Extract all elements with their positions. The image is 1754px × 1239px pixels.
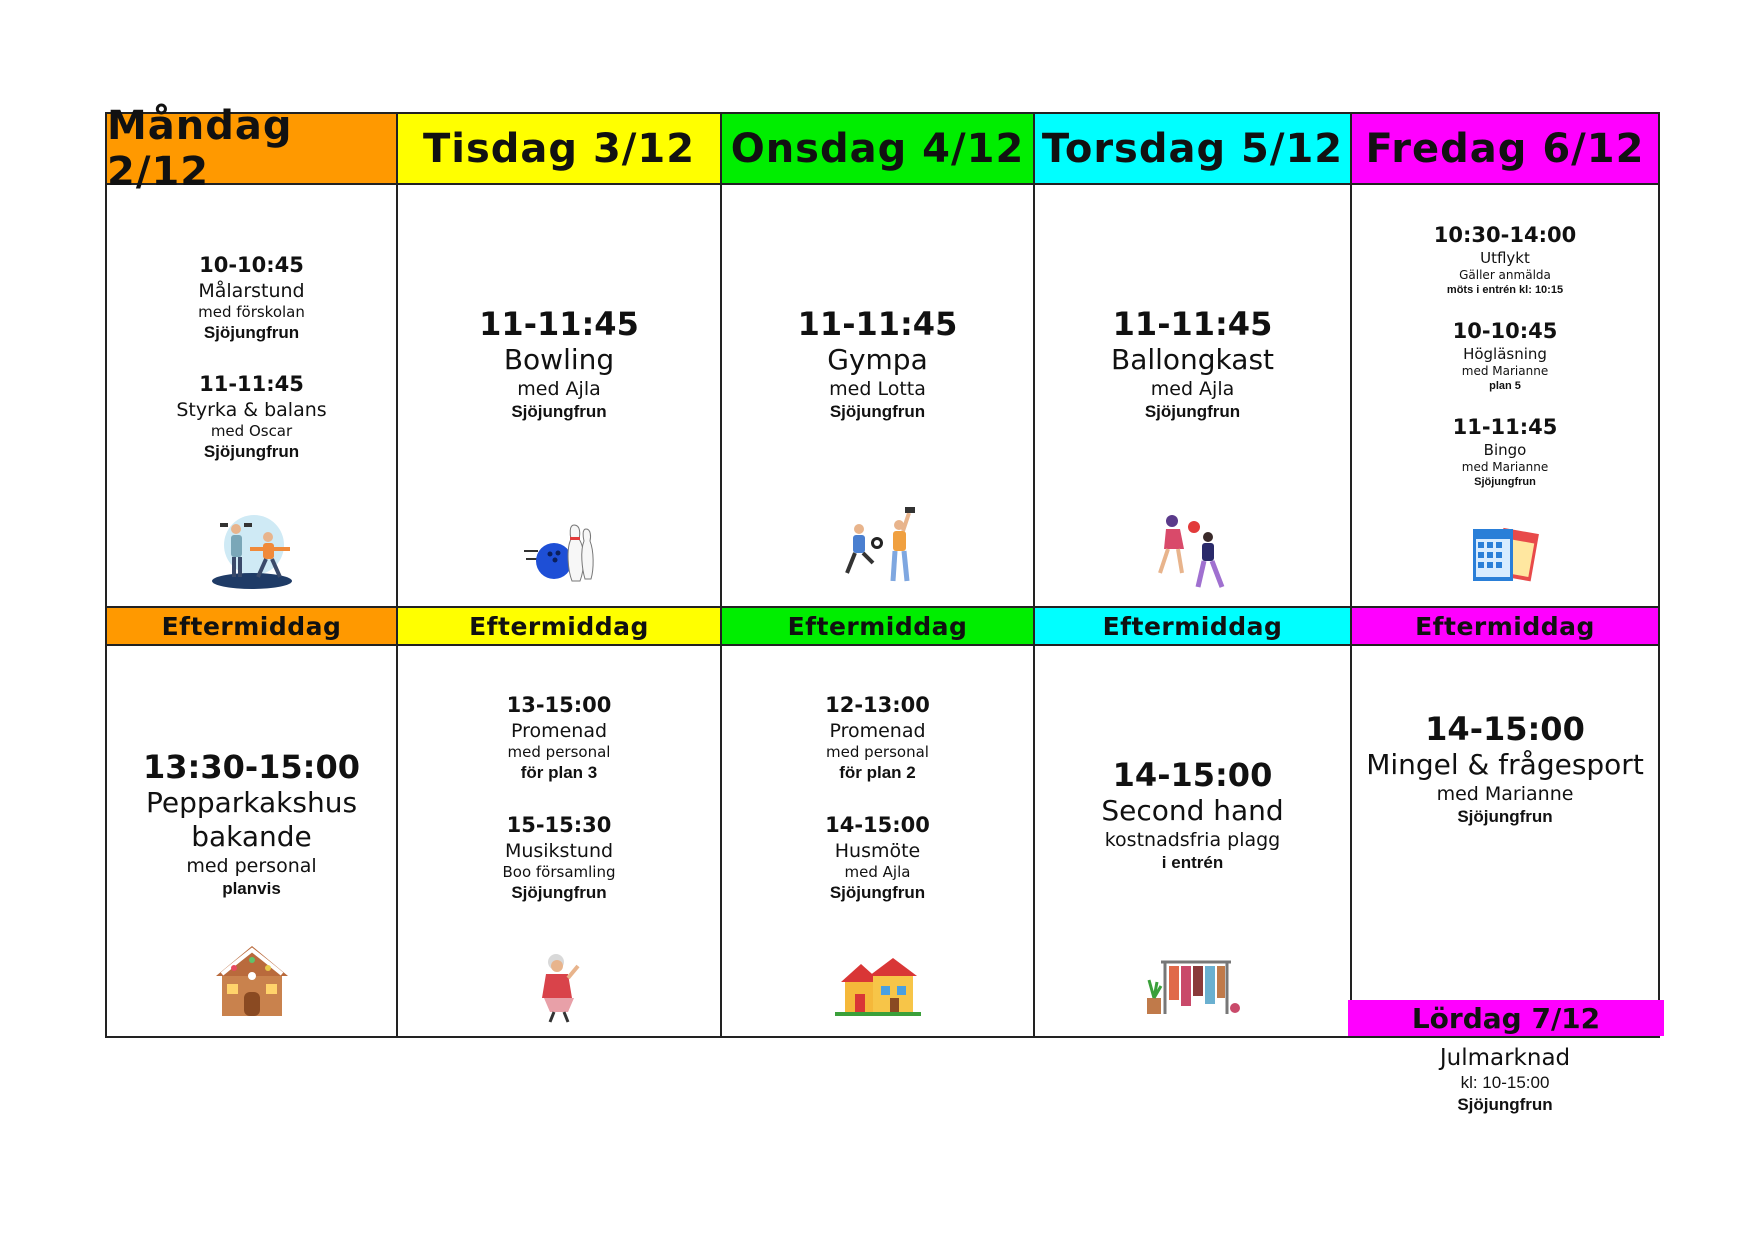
afternoon-section xyxy=(1352,646,1658,1036)
activity xyxy=(722,692,1033,784)
activity-time: 11-11:45 xyxy=(199,372,304,396)
activity-location: Sjöjungfrun xyxy=(829,402,926,421)
singing-person-icon xyxy=(534,952,584,1024)
activity xyxy=(398,692,720,784)
activity xyxy=(1352,710,1658,828)
activity-title-line2: bakande xyxy=(191,820,312,853)
activity-location: Sjöjungfrun xyxy=(1457,1095,1553,1114)
activity xyxy=(722,305,1033,423)
activity-time: 13:30-15:00 xyxy=(143,748,360,786)
activity-host: med Marianne xyxy=(1461,364,1549,378)
afternoon-header: Eftermiddag xyxy=(1035,606,1350,646)
activity xyxy=(398,305,720,423)
activity xyxy=(107,252,396,344)
activity-time: 14-15:00 xyxy=(825,813,930,837)
gym-icon xyxy=(833,507,923,587)
day-column-wednesday xyxy=(722,114,1035,1036)
day-header: Fredag 6/12 xyxy=(1352,114,1658,185)
activity-location: för plan 3 xyxy=(520,763,598,782)
exercise-icon xyxy=(210,515,294,591)
activity-time: kl: 10-15:00 xyxy=(1460,1073,1550,1092)
weekly-schedule xyxy=(105,102,1660,1114)
activity-location: för plan 2 xyxy=(839,763,916,782)
activity-time: 11-11:45 xyxy=(1452,415,1558,439)
day-column-tuesday xyxy=(398,114,722,1036)
activity-location: Sjöjungfrun xyxy=(203,442,300,461)
activity-host: med personal xyxy=(826,743,929,761)
activity-title: Promenad xyxy=(829,720,926,742)
activity-location: Sjöjungfrun xyxy=(1474,476,1536,488)
activity-title: Julmarknad xyxy=(1439,1045,1571,1071)
activity-time: 13-15:00 xyxy=(506,693,612,717)
day-header: Tisdag 3/12 xyxy=(398,114,720,185)
day-header: Torsdag 5/12 xyxy=(1035,114,1350,185)
activity-title: Mingel & frågesport xyxy=(1366,748,1644,781)
ball-game-icon xyxy=(1150,513,1236,591)
activity-title: Gympa xyxy=(827,343,928,376)
clothes-rack-icon xyxy=(1145,958,1241,1020)
activity-location: planvis xyxy=(222,879,281,898)
activity-host: med personal xyxy=(507,743,611,761)
activity-location: Sjöjungfrun xyxy=(511,883,607,902)
activity-host: Gäller anmälda xyxy=(1459,268,1551,282)
afternoon-header: Eftermiddag xyxy=(1352,606,1658,646)
activity xyxy=(1352,318,1658,393)
activity-host: med Ajla xyxy=(1150,378,1235,400)
activity xyxy=(398,812,720,904)
houses-icon xyxy=(835,956,921,1016)
activity-time: 15-15:30 xyxy=(506,813,612,837)
activity-title: Ballongkast xyxy=(1110,343,1275,376)
activity-time: 10:30-14:00 xyxy=(1433,223,1577,247)
activity-time: 10-10:45 xyxy=(1452,319,1558,343)
activity-time: 11-11:45 xyxy=(797,305,958,343)
afternoon-section xyxy=(722,646,1033,1036)
activity-location: Sjöjungfrun xyxy=(1457,807,1553,826)
activity-title: Utflykt xyxy=(1480,249,1530,267)
activity-title: Styrka & balans xyxy=(176,399,327,421)
afternoon-header: Eftermiddag xyxy=(722,606,1033,646)
saturday-activity xyxy=(1352,1044,1658,1116)
activity-location: plan 5 xyxy=(1489,380,1521,392)
activity-title: Målarstund xyxy=(198,280,305,302)
activity xyxy=(1352,414,1658,489)
activity-time: 14-15:00 xyxy=(1425,710,1585,748)
activity-host: Boo församling xyxy=(502,863,616,881)
activity-host: med Ajla xyxy=(844,863,911,881)
activity-location: möts i entrén kl: 10:15 xyxy=(1446,284,1564,296)
activity-host: med Ajla xyxy=(517,378,601,400)
bowling-icon xyxy=(524,521,594,585)
afternoon-section xyxy=(1035,646,1350,1036)
activity-location: Sjöjungfrun xyxy=(511,402,607,421)
activity-time: 14-15:00 xyxy=(1112,756,1273,794)
activity-time: 12-13:00 xyxy=(825,693,930,717)
afternoon-section xyxy=(398,646,720,1036)
afternoon-header: Eftermiddag xyxy=(107,606,396,646)
activity-title: Second hand xyxy=(1101,794,1284,827)
activity-title: Musikstund xyxy=(504,840,614,862)
activity-location: Sjöjungfrun xyxy=(829,883,926,902)
day-column-monday xyxy=(107,102,398,1036)
activity-time: 10-10:45 xyxy=(199,253,304,277)
activity-title: Husmöte xyxy=(834,840,921,862)
saturday-header: Lördag 7/12 xyxy=(1348,1000,1664,1036)
activity xyxy=(107,748,396,900)
activity-host: med Oscar xyxy=(210,422,293,440)
activity-host: med förskolan xyxy=(198,303,305,321)
activity-host: med Lotta xyxy=(829,378,926,400)
activity xyxy=(1035,305,1350,423)
afternoon-section xyxy=(107,646,396,1036)
gingerbread-house-icon xyxy=(214,942,290,1018)
activity-host: med Marianne xyxy=(1461,460,1549,474)
day-column-thursday xyxy=(1035,114,1352,1036)
activity xyxy=(107,371,396,463)
activity-time: 11-11:45 xyxy=(479,305,639,343)
activity-location: Sjöjungfrun xyxy=(1144,402,1241,421)
activity-time: 11-11:45 xyxy=(1112,305,1273,343)
activity-title: Bowling xyxy=(503,343,615,376)
day-column-friday xyxy=(1352,114,1658,1114)
bingo-cards-icon xyxy=(1469,525,1541,585)
activity-title: Promenad xyxy=(510,720,608,742)
activity-host: kostnadsfria plagg xyxy=(1104,829,1281,851)
activity-host: med Marianne xyxy=(1436,783,1574,805)
activity-title: Högläsning xyxy=(1463,345,1547,363)
activity-title: Bingo xyxy=(1483,441,1527,459)
activity xyxy=(722,812,1033,904)
activity xyxy=(1035,756,1350,874)
activity-location: i entrén xyxy=(1161,853,1224,872)
activity xyxy=(1352,222,1658,297)
day-header: Onsdag 4/12 xyxy=(722,114,1033,185)
activity-title: Pepparkakshus xyxy=(145,786,358,819)
activity-host: med personal xyxy=(186,855,317,877)
day-header: Måndag 2/12 xyxy=(107,114,396,185)
afternoon-header: Eftermiddag xyxy=(398,606,720,646)
activity-location: Sjöjungfrun xyxy=(203,323,300,342)
